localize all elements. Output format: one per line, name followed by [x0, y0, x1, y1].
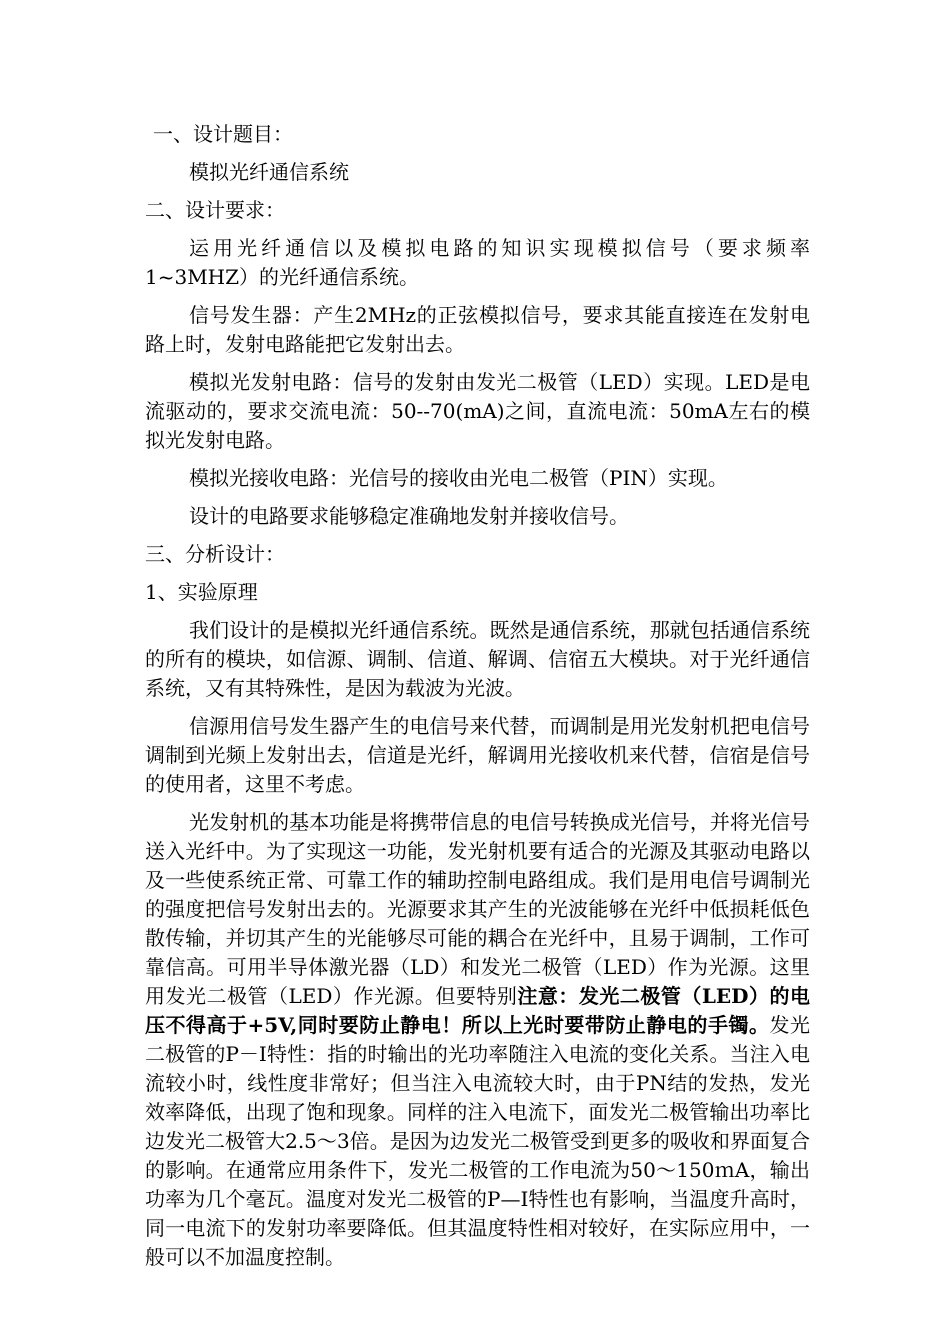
document-body — [145, 120, 810, 1272]
section-heading-design-topic: 一、设计题目： — [153, 122, 293, 146]
section-heading-design-requirements: 二、设计要求： — [145, 198, 285, 222]
requirement-paragraph: 模拟光发射电路：信号的发射由发光二极管（LED）实现。LED是电流驱动的，要求交流电流：50--70(mA)之间，直流电流：50mA左右的模拟光发射电路。 — [145, 370, 810, 452]
section-heading-analysis-design: 三、分析设计： — [145, 542, 285, 566]
design-topic-title: 模拟光纤通信系统 — [189, 160, 349, 184]
requirement-paragraph: 模拟光接收电路：光信号的接收由光电二极管（PIN）实现。 — [189, 466, 728, 490]
paragraph-text-after: 发光二极管的P－I特性：指的时输出的光功率随注入电流的变化关系。当注入电流较小时，线性度非常好；但当注入电流较大时，由于PN结的发热，发光效率降低，出现了饱和现象。同样的注入电流下，面发光二极管输出功率比边发光二极管大2.5～3倍。是因为边发光二极管受到更多的吸收和界面复合的影响。在通常应用条件下，发光二极管的工作电流为50～150ｍA，输出功率为几个毫瓦。温度对发光二极管的P—I特性也有影响，当温度升高时，同一电流下的发射功率要降低。但其温度特性相对较好，在实际应用中，一般可以不加温度控制。 — [145, 1013, 810, 1269]
requirement-paragraph: 设计的电路要求能够稳定准确地发射并接收信号。 — [189, 504, 629, 528]
principle-paragraph: 我们设计的是模拟光纤通信系统。既然是通信系统，那就包括通信系统的所有的模块，如信源、调制、信道、解调、信宿五大模块。对于光纤通信系统，又有其特殊性，是因为载波为光波。 — [145, 618, 810, 700]
static-warning-bold-text: 注意：发光二极管（LED）的电压不得高于+5V,同时要防止静电！所以上光时要带防止静电的手镯。 — [145, 984, 810, 1037]
paragraph-text-before: 光发射机的基本功能是将携带信息的电信号转换成光信号，并将光信号送入光纤中。为了实现这一功能，发光射机要有适合的光源及其驱动电路以及一些使系统正常、可靠工作的辅助控制电路组成。我们是用电信号调制光的强度把信号发射出去的。光源要求其产生的光波能够在光纤中低损耗低色散传输，并切其产生的光能够尽可能的耦合在光纤中，且易于调制，工作可靠信高。可用半导体激光器（LD）和发光二极管（LED）作为光源。这里用发光二极管（LED）作光源。但要特别 — [145, 810, 810, 1008]
principle-paragraph: 信源用信号发生器产生的电信号来代替，而调制是用光发射机把电信号调制到光频上发射出去，信道是光纤，解调用光接收机来代替，信宿是信号的使用者，这里不考虑。 — [145, 714, 810, 796]
requirement-paragraph: 信号发生器：产生2MHz的正弦模拟信号，要求其能直接连在发射电路上时，发射电路能把它发射出去。 — [145, 303, 810, 356]
subsection-heading-experiment-principle: 1、实验原理 — [145, 580, 258, 604]
optical-transmitter-paragraph — [145, 808, 810, 1272]
requirement-paragraph: 运用光纤通信以及模拟电路的知识实现模拟信号（要求频率1~3MHZ）的光纤通信系统。 — [145, 236, 810, 289]
